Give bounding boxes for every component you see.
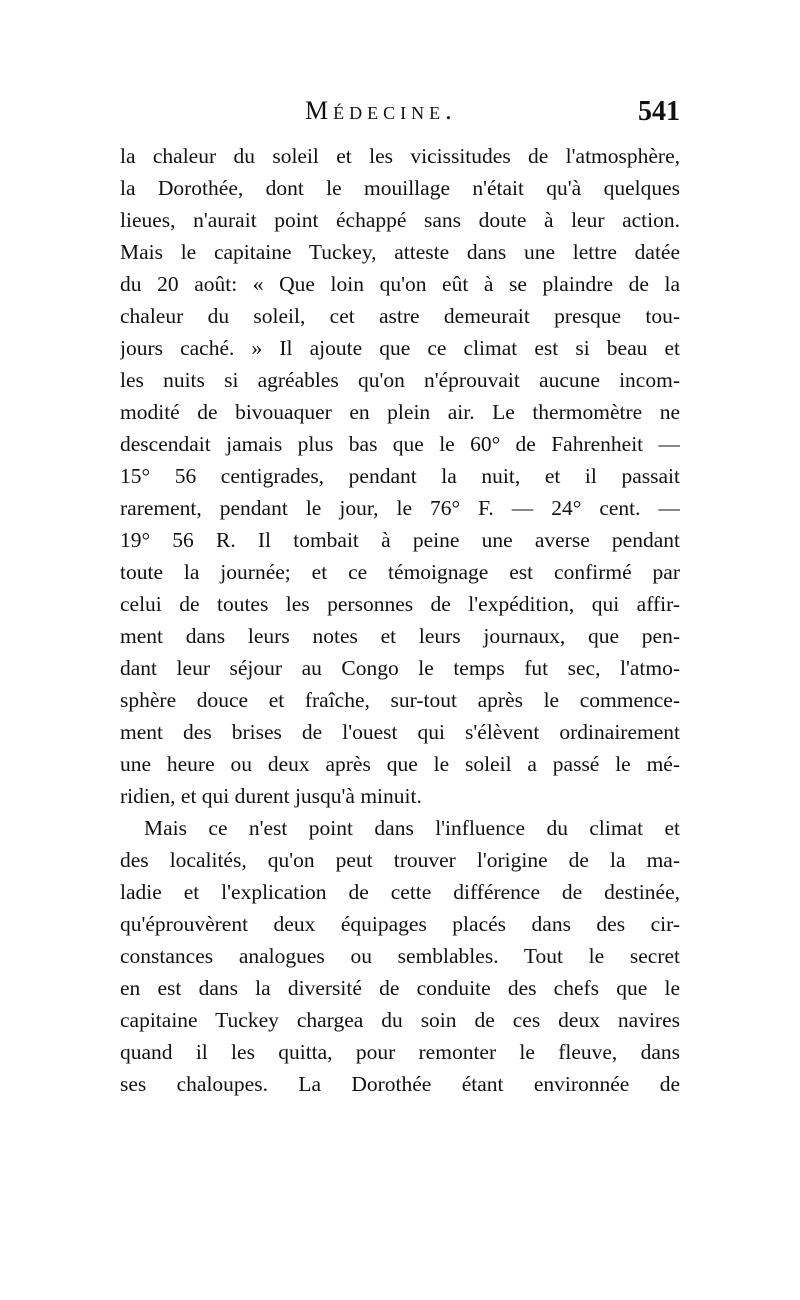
text-line: ridien, et qui durent jusqu'à minuit. — [120, 784, 422, 808]
running-title: Médecine. — [305, 96, 457, 125]
text-line: Mais le capitaine Tuckey, atteste dans une lettre datée — [120, 240, 680, 264]
text-line: ladie et l'explication de cette différence de destinée, — [120, 880, 680, 904]
text-line: constances analogues ou semblables. Tout le secret — [120, 944, 680, 968]
text-line: lieues, n'aurait point échappé sans doute à leur action. — [120, 208, 680, 232]
page-number: 541 — [638, 96, 680, 127]
paragraph-first-line: Mais ce n'est point dans l'influence du climat et — [144, 816, 680, 840]
text-line: en est dans la diversité de conduite des chefs que le — [120, 976, 680, 1000]
text-line: la Dorothée, dont le mouillage n'était qu'à quelques — [120, 176, 680, 200]
text-line: rarement, pendant le jour, le 76° F. — 24° cent. — — [120, 496, 680, 520]
text-line: celui de toutes les personnes de l'expédition, qui affir- — [120, 592, 680, 616]
text-line: quand il les quitta, pour remonter le fleuve, dans — [120, 1040, 680, 1064]
text-line: du 20 août: « Que loin qu'on eût à se plaindre de la — [120, 272, 680, 296]
text-line: dant leur séjour au Congo le temps fut sec, l'atmo- — [120, 656, 680, 680]
text-line: chaleur du soleil, cet astre demeurait presque tou- — [120, 304, 680, 328]
text-line: une heure ou deux après que le soleil a passé le mé- — [120, 752, 680, 776]
text-line: ses chaloupes. La Dorothée étant environnée de — [120, 1072, 680, 1096]
text-line: qu'éprouvèrent deux équipages placés dans des cir- — [120, 912, 680, 936]
text-line: jours caché. » Il ajoute que ce climat est si beau et — [120, 336, 680, 360]
text-line: toute la journée; et ce témoignage est confirmé par — [120, 560, 680, 584]
text-line: 15° 56 centigrades, pendant la nuit, et il passait — [120, 464, 680, 488]
text-line: sphère douce et fraîche, sur-tout après le commence- — [120, 688, 680, 712]
text-line: capitaine Tuckey chargea du soin de ces deux navires — [120, 1008, 680, 1032]
text-line: les nuits si agréables qu'on n'éprouvait aucune incom- — [120, 368, 680, 392]
text-line: descendait jamais plus bas que le 60° de Fahrenheit — — [120, 432, 680, 456]
text-line: 19° 56 R. Il tombait à peine une averse pendant — [120, 528, 680, 552]
running-head — [100, 96, 680, 132]
text-line: ment des brises de l'ouest qui s'élèvent ordinairement — [120, 720, 680, 744]
body-text — [120, 140, 680, 1100]
text-line: des localités, qu'on peut trouver l'origine de la ma- — [120, 848, 680, 872]
text-line: ment dans leurs notes et leurs journaux, que pen- — [120, 624, 680, 648]
text-line: la chaleur du soleil et les vicissitudes de l'atmosphère, — [120, 144, 680, 168]
text-line: modité de bivouaquer en plein air. Le thermomètre ne — [120, 400, 680, 424]
